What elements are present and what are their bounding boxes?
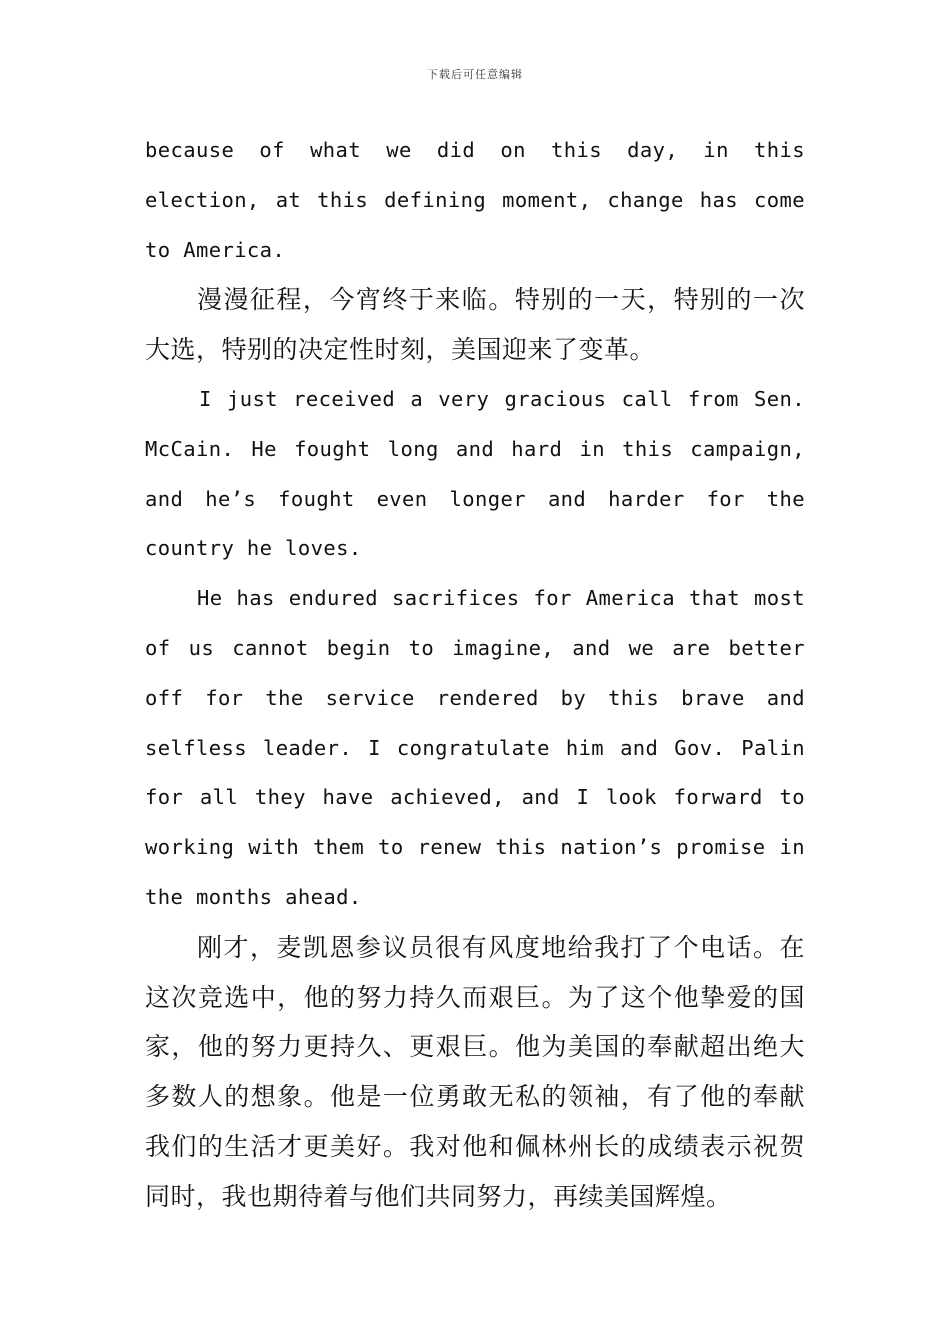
document-body bbox=[145, 126, 805, 1222]
header-note: 下载后可任意编辑 bbox=[427, 68, 523, 81]
paragraph-4: He has endured sacrifices for America that most of us cannot begin to imagine, and we are better off for the service rendered by this brave and selfless leader. I congratulate him and Gov. Palin for all they have achieved, and I look forward to working with them to renew this nation’s promise in the months ahead. bbox=[145, 586, 805, 909]
paragraph-5: 刚才，麦凯恩参议员很有风度地给我打了个电话。在这次竞选中，他的努力持久而艰巨。为了这个他挚爱的国家，他的努力更持久、更艰巨。他为美国的奉献超出绝大多数人的想象。他是一位勇敢无私的领袖，有了他的奉献我们的生活才更美好。我对他和佩林州长的成绩表示祝贺同时，我也期待着与他们共同努力，再续美国辉煌。 bbox=[145, 932, 805, 1211]
paragraph-2: 漫漫征程，今宵终于来临。特别的一天，特别的一次大选，特别的决定性时刻，美国迎来了变革。 bbox=[145, 285, 805, 365]
paragraph-1: because of what we did on this day, in this election, at this defining moment, change has come to America. bbox=[145, 138, 805, 262]
paragraph-3: I just received a very gracious call from Sen. McCain. He fought long and hard in this campaign, and he’s fought even longer and harder for the country he loves. bbox=[145, 386, 805, 561]
